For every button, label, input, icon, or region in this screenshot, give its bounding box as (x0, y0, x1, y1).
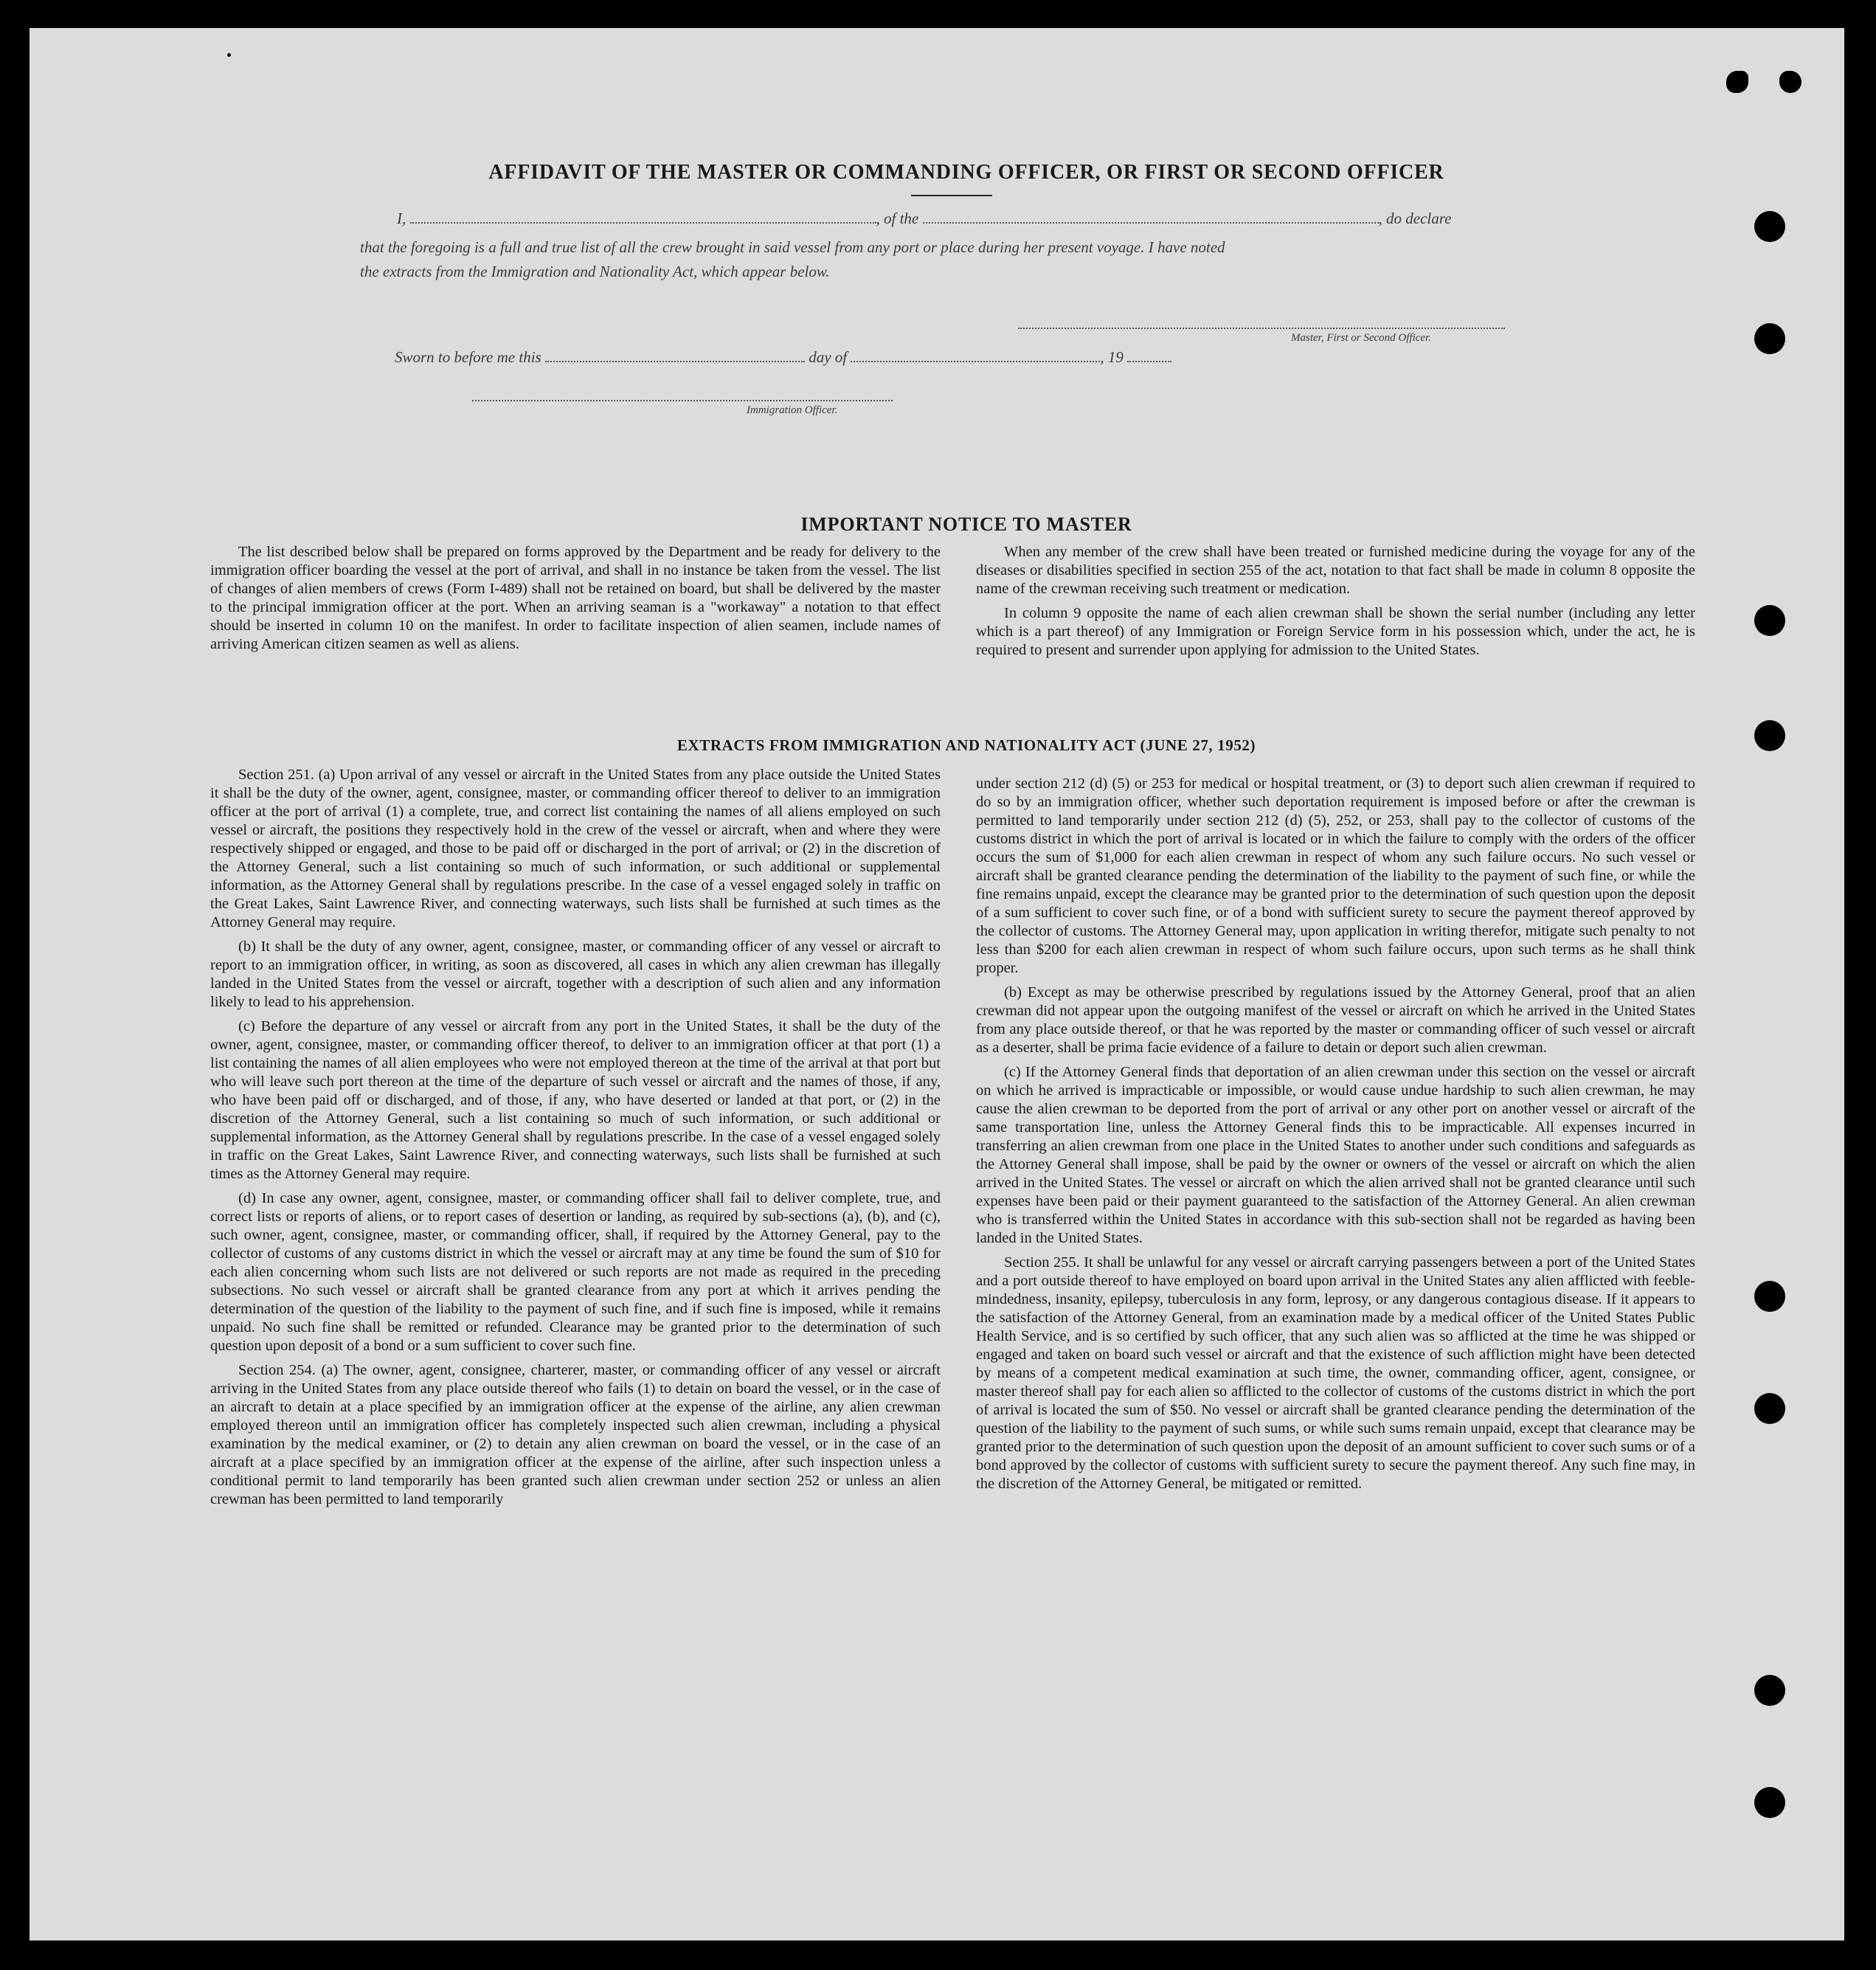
vessel-blank[interactable] (923, 212, 1379, 224)
sworn-day-blank[interactable] (545, 350, 805, 362)
extracts-right-column (976, 775, 1695, 1499)
notice-left-column (210, 543, 941, 660)
sworn-line (395, 348, 1171, 367)
punch-hole (1779, 71, 1801, 93)
extracts-title: EXTRACTS FROM IMMIGRATION AND NATIONALITY ACT (JUNE 27, 1952) (676, 736, 1256, 754)
sworn-month-blank[interactable] (851, 350, 1100, 362)
punch-hole (1754, 1281, 1785, 1312)
extract-paragraph: Section 254. (a) The owner, agent, consignee, charterer, master, or commanding officer of any vessel or aircraft arriving in the United States from any place outside thereof who fails (1) to detain on board the vessel, or in the case of an aircraft to detain at a place specified by an immigration officer at the expense of the airline, any alien crewman employed thereon until an immigration officer has completely inspected such alien crewman, including a physical examination by the medical examiner, or (2) to detain any alien crewman on board the vessel, or in the case of an aircraft at a place specified by an immigration officer at the expense of the airline, after such inspection unless a conditional permit to land temporarily has been granted such alien crewman under section 252 or unless an alien crewman has been permitted to land temporarily (210, 1362, 941, 1507)
affidavit-title: AFFIDAVIT OF THE MASTER OR COMMANDING OFFICER, OR FIRST OR SECOND OFFICER (488, 161, 1444, 184)
master-signature-label: Master, First or Second Officer. (1291, 332, 1431, 344)
extract-paragraph: (b) It shall be the duty of any owner, agent, consignee, master, or commanding officer of any vessel or aircraft to report to an immigration officer, in writing, as soon as discovered, all cases in which any alien crewman has illegally landed in the United States from the vessel or aircraft, together with a description of such alien and any information likely to lead to his apprehension. (210, 939, 941, 1010)
officer-signature-label: Immigration Officer. (747, 404, 838, 416)
sworn-year-label: , 19 (1100, 348, 1124, 366)
document-page (30, 28, 1844, 1940)
extract-paragraph: under section 212 (d) (5) or 253 for medical or hospital treatment, or (3) to deport such alien crewman if required to do so by an immigration officer, whether such deportation requirement is imposed before or after the crewman is permitted to land temporarily under section 212 (d) (5), 252, or 253, shall pay to the collector of customs of the customs district in which the port of arrival is located or in which the failure to comply with the orders of the officer occurs the sum of $1,000 for each alien crewman in respect of whom any such failure occurs. No such vessel or aircraft shall be granted clearance pending the determination of the liability to the payment of such fine, or while the fine remains unpaid, except the clearance may be granted prior to the determination of such question upon the deposit of a sum sufficient to cover such fine, or of a bond with sufficient surety to secure the payment thereof approved by the collector of customs. The Attorney General may, upon application in writing therefor, mitigate such penalty to not less than $200 for each alien crewman in respect of whom such failure occurs, upon such terms as he shall think proper. (976, 775, 1695, 976)
extract-paragraph: (b) Except as may be otherwise prescribed by regulations issued by the Attorney General, proof that an alien crewman did not appear upon the outgoing manifest of the vessel or aircraft on which he arrived in the United States from any place outside thereof, or that he was reported by the master or commanding officer of such vessel or aircraft as a deserter, shall be prima facie evidence of a failure to detain or deport such alien crewman. (976, 984, 1695, 1056)
punch-hole (1726, 71, 1748, 93)
sworn-day-of-label: day of (809, 348, 848, 366)
title-underline (911, 195, 992, 196)
declaration-line-3: the extracts from the Immigration and Nationality Act, which appear below. (360, 263, 830, 280)
extract-paragraph: (c) If the Attorney General finds that deportation of an alien crewman under this section on the vessel or aircraft on which he arrived is impracticable or impossible, or would cause undue hardship to such alien crewman, he may cause the alien crewman to be deported from the port of arrival or any other port on another vessel or aircraft of the same transportation line, unless the Attorney General finds this to be impracticable. All expenses incurred in transferring an alien crewman from one place in the United States to another under such conditions and safeguards as the Attorney General shall impose, shall be paid by the owner or owners of the vessel or aircraft on which the alien arrived in the United States. The vessel or aircraft on which the alien arrived shall not be granted clearance until such expenses have been paid or their payment guaranteed to the satisfaction of the Attorney General. An alien crewman who is transferred within the United States in accordance with this sub-section shall not be regarded as having been landed in the United States. (976, 1064, 1695, 1246)
punch-hole (1754, 211, 1785, 242)
paper-speck (227, 53, 231, 57)
master-signature-line[interactable] (1018, 328, 1505, 329)
declaration-line-2: that the foregoing is a full and true list of all the crew brought in said vessel from any port or place during her present voyage. I have noted (360, 238, 1225, 256)
punch-hole (1754, 1675, 1785, 1706)
extract-paragraph: Section 255. It shall be unlawful for any vessel or aircraft carrying passengers between a port of the United States and a port outside thereof to have employed on board upon arrival in the United States any alien afflicted with feeble-mindedness, insanity, epilepsy, tuberculosis in any form, leprosy, or any dangerous contagious disease. If it appears to the satisfaction of the Attorney General, from an examination made by a medical officer of the United States Public Health Service, and is so certified by such officer, that any such alien was so afflicted at the time he was shipped or engaged and taken on board such vessel or aircraft and that the existence of such affliction might have been detected by means of a competent medical examination at such time, the owner, commanding officer, agent, consignee, or master thereof shall pay for each alien so afflicted to the collector of customs of the customs district in which the port of arrival is located the sum of $50. No vessel or aircraft shall be granted clearance pending the determination of the question of the liability to the payment of such sums, or while such sums remain unpaid, except that clearance may be granted prior to the determination of such question upon the deposit of an amount sufficient to cover such sums or of a bond approved by the collector of customs with sufficient surety to secure the payment thereof. Any such fine may, in the discretion of the Attorney General, be mitigated or remitted. (976, 1254, 1695, 1492)
punch-hole (1754, 605, 1785, 636)
notice-right-paragraph: When any member of the crew shall have been treated or furnished medicine during the voyage for any of the diseases or disabilities specified in section 255 of the act, notation to that fact shall be made in column 8 opposite the name of the crewman receiving such treatment or medication. (976, 544, 1695, 597)
notice-title: IMPORTANT NOTICE TO MASTER (800, 514, 1132, 535)
sworn-year-blank[interactable] (1127, 350, 1171, 362)
declaration-line-1 (397, 210, 1451, 228)
officer-signature-line[interactable] (472, 400, 893, 401)
declaration-i-label: I, (397, 210, 406, 227)
punch-hole (1754, 323, 1785, 354)
notice-right-column (976, 543, 1695, 666)
notice-left-paragraph: The list described below shall be prepared on forms approved by the Department and be ready for delivery to the immigration officer boarding the vessel at the port of arrival, and shall in no instance be taken from the vessel. The list of changes of alien members of crews (Form I-489) shall not be retained on board, but shall be delivered by the master to the principal immigration officer at the port. When an arriving seaman is a "workaway" a notation to that effect should be inserted in column 10 on the manifest. In order to facilitate inspection of alien seamen, include names of arriving American citizen seamen as well as aliens. (210, 544, 941, 652)
punch-hole (1754, 720, 1785, 751)
sworn-label: Sworn to before me this (395, 348, 541, 366)
declaration-do-declare-label: , do declare (1378, 210, 1452, 227)
punch-hole (1754, 1787, 1785, 1818)
extract-paragraph: (c) Before the departure of any vessel or aircraft from any port in the United States, it shall be the duty of the owner, agent, consignee, master, or commanding officer thereof, to deliver to an immigration officer at that port (1) a list containing the names of all alien employees who were not employed thereon at the time of the arrival at that port but who will leave such port thereon at the time of the departure of such vessel or aircraft and the names of those, if any, who have been paid off or discharged, and of those, if any, who have deserted or landed at that port, or (2) in the discretion of the Attorney General, such a list containing so much of such information, or such additional or supplemental information, as the Attorney General shall by regulations prescribe. In the case of a vessel engaged solely in traffic on the Great Lakes, Saint Lawrence River, and connecting waterways, such lists shall be furnished at such times as the Attorney General may require. (210, 1018, 941, 1182)
punch-hole (1754, 1393, 1785, 1424)
declaration-of-the-label: , of the (876, 210, 919, 227)
extract-paragraph: Section 251. (a) Upon arrival of any vessel or aircraft in the United States from any place outside the United States it shall be the duty of the owner, agent, consignee, master, or commanding officer thereof to deliver to an immigration officer at the port of arrival (1) a complete, true, and correct list containing the names of all aliens employed on such vessel or aircraft, the positions they respectively hold in the crew of the vessel or aircraft, when and where they were respectively shipped or engaged, and those to be paid off or discharged in the port of arrival; or (2) in the discretion of the Attorney General, such a list containing so much of such information, or such additional or supplemental information, as the Attorney General shall by regulations prescribe. In the case of a vessel engaged solely in traffic on the Great Lakes, Saint Lawrence River, and connecting waterways, such lists shall be furnished at such times as the Attorney General may require. (210, 767, 941, 930)
name-blank[interactable] (410, 212, 876, 224)
extract-paragraph: (d) In case any owner, agent, consignee, master, or commanding officer shall fail to deliver complete, true, and correct lists or reports of aliens, or to report cases of desertion or landing, as required by sub-sections (a), (b), and (c), such owner, agent, consignee, master, or commanding officer, shall, if required by the Attorney General, pay to the collector of customs of any customs district in which the vessel or aircraft may at any time be found the sum of $10 for each alien concerning whom such lists are not delivered or such reports are not made as required in the preceding subsections. No such vessel or aircraft shall be granted clearance from any port at which it arrives pending the determination of the question of the liability to the payment of such fine, and if such fine is imposed, while it remains unpaid. No such fine shall be remitted or refunded. Clearance may be granted prior to the determination of such question upon deposit of a bond or a sum sufficient to cover such fine. (210, 1190, 941, 1354)
extracts-left-column (210, 766, 941, 1515)
notice-right-paragraph: In column 9 opposite the name of each alien crewman shall be shown the serial number (including any letter which is a part thereof) of any Immigration or Foreign Service form in his possession which, under the act, he is required to present and surrender upon applying for admission to the United States. (976, 605, 1695, 658)
